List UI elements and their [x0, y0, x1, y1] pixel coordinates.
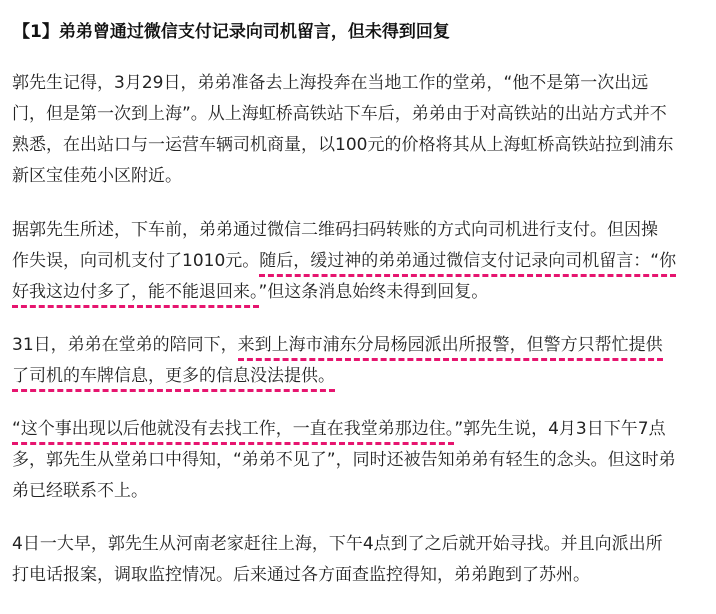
highlighted-text: 好我这边付多了，能不能退回来。 — [12, 282, 259, 308]
paragraph-line: 4日一大早，郭先生从河南老家赶往上海，下午4点到了之后就开始寻找。并且向派出所 — [12, 534, 663, 554]
paragraph-line: 据郭先生所述，下车前，弟弟通过微信二维码扫码转账的方式向司机进行支付。但因操 — [12, 220, 658, 240]
paragraph-line: 门，但是第一次到上海”。从上海虹桥高铁站下车后，弟弟由于对高铁站的出站方式并不 — [12, 104, 667, 124]
paragraph-5 — [12, 529, 712, 591]
paragraph-line — [12, 361, 712, 392]
paragraph-line: 打电话报案，调取监控情况。后来通过各方面查监控得知，弟弟跑到了苏州。 — [12, 565, 590, 585]
paragraph-2 — [12, 215, 712, 308]
plain-text: ”郭先生说，4月3日下午7点 — [454, 419, 666, 439]
highlighted-text: 随后，缓过神的弟弟通过微信支付记录向司机留言：“你 — [259, 251, 676, 277]
paragraph-line: 熟悉，在出站口与一运营车辆司机商量，以100元的价格将其从上海虹桥高铁站拉到浦东 — [12, 135, 674, 155]
plain-text: ”但这条消息始终未得到回复。 — [258, 282, 489, 302]
paragraph-4 — [12, 414, 712, 507]
paragraph-line: 新区宝佳苑小区附近。 — [12, 166, 182, 186]
paragraph-line: 弟已经联系不上。 — [12, 481, 148, 501]
paragraph-line — [12, 277, 712, 308]
paragraph-line — [12, 414, 712, 445]
plain-text: 31日，弟弟在堂弟的陪同下， — [12, 335, 238, 355]
paragraph-line — [12, 246, 712, 277]
paragraph-1 — [12, 68, 712, 192]
paragraph-3 — [12, 330, 712, 392]
plain-text: 作失误，向司机支付了1010元。 — [12, 251, 260, 271]
section-heading: 【1】弟弟曾通过微信支付记录向司机留言，但未得到回复 — [13, 22, 450, 42]
paragraph-line: 郭先生记得，3月29日，弟弟准备去上海投奔在当地工作的堂弟，“他不是第一次出远 — [12, 73, 649, 93]
highlighted-text: “这个事出现以后他就没有去找工作，一直在我堂弟那边住。 — [12, 419, 454, 445]
highlighted-text: 来到上海市浦东分局杨园派出所报警，但警方只帮忙提供 — [238, 335, 663, 361]
paragraph-line — [12, 330, 712, 361]
highlighted-text: 了司机的车牌信息，更多的信息没法提供。 — [12, 366, 335, 392]
paragraph-line: 多，郭先生从堂弟口中得知，“弟弟不见了”，同时还被告知弟弟有轻生的念头。但这时弟 — [12, 450, 676, 470]
